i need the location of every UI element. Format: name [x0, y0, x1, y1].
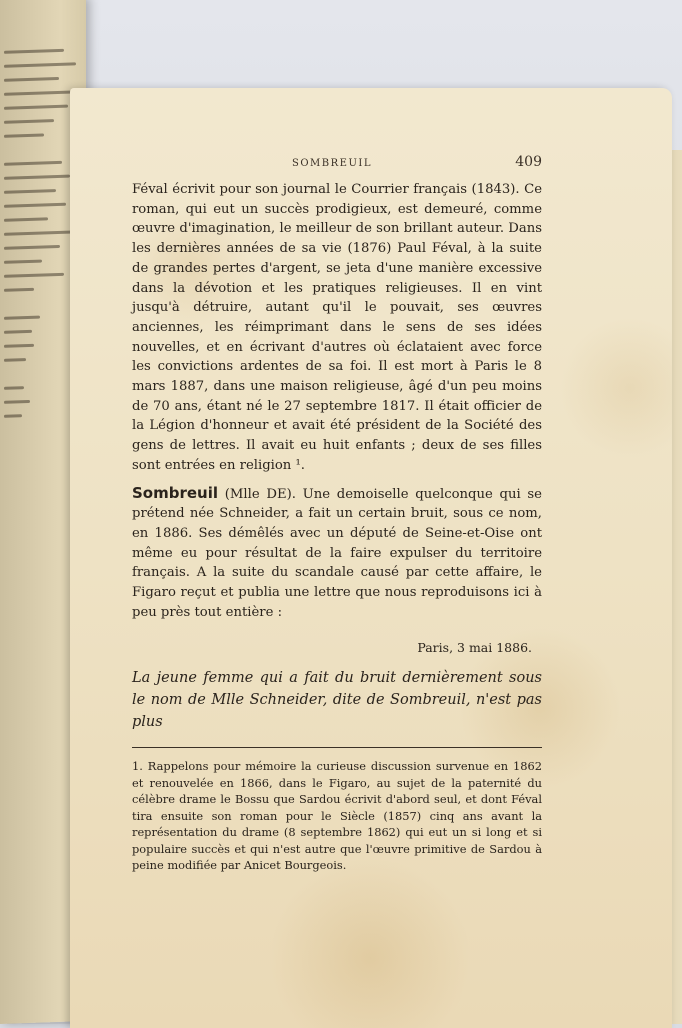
- running-title: SOMBREUIL: [292, 158, 372, 169]
- running-head: [132, 154, 542, 170]
- letter-dateline: Paris, 3 mai 1886.: [417, 640, 532, 656]
- entry-text: Une demoiselle quelconque qui se prétend née Schneider, a fait un certain bruit, sous ce nom, en 1886. Ses démêlés avec un député de Seine-et-Oise ont même eu pour résultat de la faire expulser du territoire français. A la suite du scandale causé par cette affaire, le Figaro reçut et publia une lettre que nous reproduisons ici à peu près tout entière :: [132, 486, 542, 620]
- paragraph-feval: Féval écrivit pour son journal le Courrier français (1843). Ce roman, qui eut un succès prodigieux, est demeuré, comme œuvre d'imagination, le meilleur de son brillant auteur. Dans les dernières années de sa vie (1876) Paul Féval, à la suite de grandes pertes d'argent, se jeta d'une manière excessive dans la dévotion et les pratiques religieuses. Il en vint jusqu'à détruire, autant qu'il le pouvait, ses œuvres anciennes, les réimprimant dans le sens de ses idées nouvelles, et en écrivant d'autres où éclataient avec force les convictions ardentes de sa foi. Il est mort à Paris le 8 mars 1887, dans une maison religieuse, âgé d'un peu moins de 70 ans, étant né le 27 septembre 1817. Il était officier de la Légion d'honneur et avait été président de la Société des gens de lettres. Il avait eu huit enfants ; deux de ses filles sont entrées en religion ¹.: [132, 182, 542, 473]
- page-number: 409: [515, 154, 542, 170]
- entry-headword: Sombreuil: [132, 483, 219, 502]
- entry-sombreuil: [132, 484, 542, 623]
- book-page: [70, 88, 672, 1028]
- footnote-rule: [132, 747, 542, 748]
- letter-text: La jeune femme qui a fait du bruit dernièrement sous le nom de Mlle Schneider, dite de Sombreuil, n'est pas plus: [132, 670, 542, 731]
- entry-qualifier: (Mlle DE).: [218, 486, 296, 502]
- footnote: 1. Rappelons pour mémoire la curieuse discussion survenue en 1862 et renouvelée en 1866, dans le Figaro, au sujet de la paternité du célèbre drame le Bossu que Sardou écrivit d'abord seul, et dont Féval tira ensuite son roman pour le Siècle (1857) cinq ans avant la représentation du drame (8 septembre 1862) qui eut un si long et si populaire succès et qui n'est autre que l'œuvre primitive de Sardou à peine modifiée par Anicet Bourgeois.: [132, 759, 542, 872]
- page-content: [132, 154, 542, 873]
